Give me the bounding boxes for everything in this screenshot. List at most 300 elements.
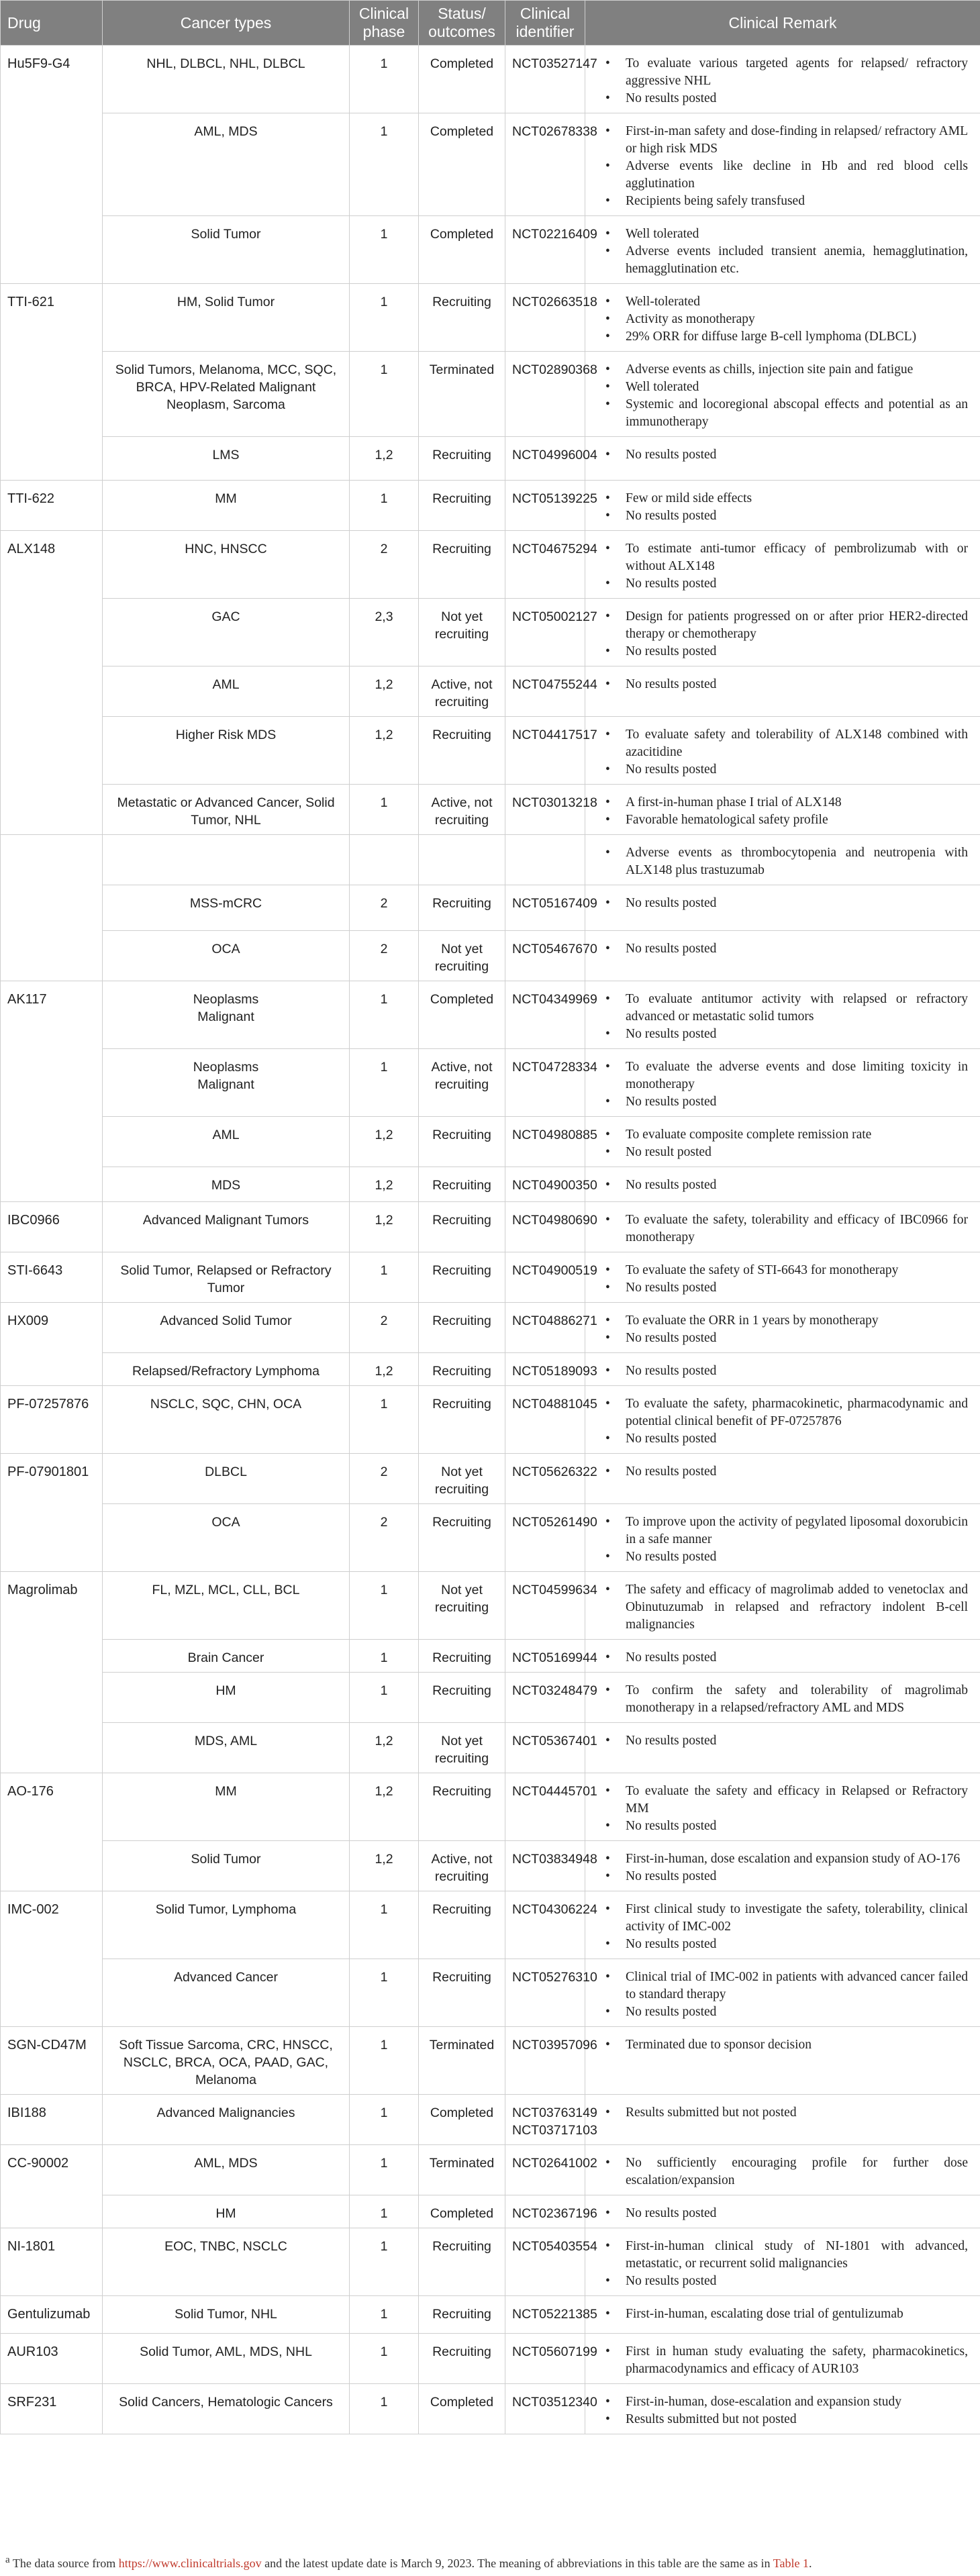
remark-list bbox=[605, 2306, 968, 2323]
cancer-type-cell: Relapsed/Refractory Lymphoma bbox=[103, 1353, 350, 1386]
cancer-type-cell: MM bbox=[103, 1773, 350, 1841]
remark-item: • No results posted bbox=[605, 90, 968, 107]
clinical-phase-cell: 1,2 bbox=[350, 1117, 419, 1167]
clinical-remark-cell bbox=[585, 2228, 980, 2296]
status-cell: Not yet recruiting bbox=[419, 931, 505, 981]
remark-list bbox=[605, 1901, 968, 1953]
clinical-remark-cell bbox=[585, 717, 980, 785]
cancer-type-cell: NHL, DLBCL, NHL, DLBCL bbox=[103, 46, 350, 113]
nct-id: NCT04900350 bbox=[512, 1178, 597, 1193]
remark-item: • Favorable hematological safety profile bbox=[605, 811, 968, 829]
remark-item: • First in human study evaluating the safety, pharmacokinetics, pharmacodynamics and efficacy of AUR103 bbox=[605, 2343, 968, 2378]
clinical-identifier-cell bbox=[505, 46, 597, 113]
nct-id: NCT04886271 bbox=[512, 1314, 597, 1328]
status-cell: Recruiting bbox=[419, 717, 505, 785]
nct-id: NCT04980690 bbox=[512, 1213, 597, 1228]
clinical-identifier-cell bbox=[505, 1841, 597, 1891]
drug-cell: IBC0966 bbox=[1, 1202, 103, 1252]
clinical-phase-cell: 1 bbox=[350, 1572, 419, 1640]
nct-id: NCT05167409 bbox=[512, 896, 597, 911]
clinical-identifier-cell bbox=[505, 1891, 597, 1959]
remark-item: • Adverse events included transient anemia, hemagglutination, hemagglutination etc. bbox=[605, 243, 968, 278]
clinical-identifier-cell bbox=[505, 1773, 597, 1841]
table-row bbox=[1, 2334, 980, 2384]
nct-id: NCT04675294 bbox=[512, 542, 597, 556]
clinical-identifier-cell bbox=[505, 2228, 597, 2296]
cancer-type-cell: AML bbox=[103, 666, 350, 717]
clinical-identifier-cell bbox=[505, 2296, 597, 2334]
drug-cell: TTI-622 bbox=[1, 481, 103, 531]
table-row bbox=[1, 2384, 980, 2434]
cancer-type-cell: Solid Cancers, Hematologic Cancers bbox=[103, 2384, 350, 2434]
table-row bbox=[1, 1117, 980, 1167]
clinical-identifier-cell bbox=[505, 2145, 597, 2195]
clinical-remark-cell bbox=[585, 2145, 980, 2195]
drug-cell: IBI188 bbox=[1, 2095, 103, 2145]
cancer-type-cell: Solid Tumors, Melanoma, MCC, SQC, BRCA, HPV-Related Malignant Neoplasm, Sarcoma bbox=[103, 352, 350, 437]
clinical-phase-cell: 1 bbox=[350, 2145, 419, 2195]
clinical-remark-cell bbox=[585, 2195, 980, 2228]
clinical-identifier-cell bbox=[505, 717, 597, 785]
clinical-phase-cell: 1 bbox=[350, 113, 419, 216]
clinical-phase-cell: 1,2 bbox=[350, 1353, 419, 1386]
clinical-identifier-cell bbox=[505, 1386, 597, 1454]
remark-item: • No results posted bbox=[605, 1936, 968, 1953]
cancer-type-cell: MDS, AML bbox=[103, 1723, 350, 1773]
remark-item: • To evaluate the ORR in 1 years by monotherapy bbox=[605, 1312, 968, 1330]
remark-item: • To evaluate the safety of STI-6643 for monotherapy bbox=[605, 1262, 968, 1279]
nct-id: NCT05276310 bbox=[512, 1970, 597, 1985]
remark-item: • Adverse events like decline in Hb and red blood cells agglutination bbox=[605, 158, 968, 193]
status-cell: Recruiting bbox=[419, 1202, 505, 1252]
clinical-remark-cell bbox=[585, 666, 980, 717]
drug-cell: NI-1801 bbox=[1, 2228, 103, 2296]
table-row bbox=[1, 835, 980, 885]
clinical-remark-cell bbox=[585, 2334, 980, 2384]
table-row bbox=[1, 284, 980, 352]
clinical-identifier-cell bbox=[505, 785, 597, 835]
footnote-text-3: . bbox=[808, 2557, 812, 2570]
status-cell: Not yet recruiting bbox=[419, 1454, 505, 1504]
header-clinical-remark: Clinical Remark bbox=[585, 1, 980, 46]
remark-list bbox=[605, 1732, 968, 1750]
remark-item: • No results posted bbox=[605, 1463, 968, 1481]
nct-id: NCT04900519 bbox=[512, 1263, 597, 1278]
remark-list bbox=[605, 1312, 968, 1347]
clinical-identifier-cell bbox=[505, 437, 597, 481]
remark-list bbox=[605, 361, 968, 431]
clinical-phase-cell: 2 bbox=[350, 1504, 419, 1572]
nct-id: NCT04599634 bbox=[512, 1583, 597, 1597]
clinical-phase-cell: 1,2 bbox=[350, 1167, 419, 1202]
status-cell: Recruiting bbox=[419, 2228, 505, 2296]
remark-item: • No results posted bbox=[605, 1818, 968, 1835]
status-cell: Terminated bbox=[419, 2027, 505, 2095]
clinical-phase-cell: 1 bbox=[350, 2296, 419, 2334]
remark-item: • No results posted bbox=[605, 1430, 968, 1448]
remark-list bbox=[605, 2036, 968, 2054]
clinical-remark-cell bbox=[585, 216, 980, 284]
clinical-identifier-cell bbox=[505, 2027, 597, 2095]
nct-id: NCT04881045 bbox=[512, 1397, 597, 1411]
remark-item: • To evaluate various targeted agents for relapsed/ refractory aggressive NHL bbox=[605, 55, 968, 90]
clinical-remark-cell bbox=[585, 284, 980, 352]
clinical-remark-cell bbox=[585, 46, 980, 113]
remark-item: • Adverse events as chills, injection site pain and fatigue bbox=[605, 361, 968, 379]
status-cell: Not yet recruiting bbox=[419, 599, 505, 666]
cancer-type-cell: MSS-mCRC bbox=[103, 885, 350, 931]
clinical-phase-cell: 2 bbox=[350, 1303, 419, 1353]
table-row bbox=[1, 1202, 980, 1252]
clinical-remark-cell bbox=[585, 437, 980, 481]
cancer-type-cell: Solid Tumor, NHL bbox=[103, 2296, 350, 2334]
status-cell: Recruiting bbox=[419, 1891, 505, 1959]
header-cancer-types: Cancer types bbox=[103, 1, 350, 46]
nct-id: NCT03763149 bbox=[512, 2106, 597, 2120]
clinical-phase-cell: 1,2 bbox=[350, 666, 419, 717]
remark-list bbox=[605, 2205, 968, 2222]
table-row bbox=[1, 1454, 980, 1504]
footnote bbox=[5, 2555, 812, 2571]
nct-id: NCT02216409 bbox=[512, 227, 597, 242]
cancer-type-cell: Advanced Malignant Tumors bbox=[103, 1202, 350, 1252]
nct-id: NCT03834948 bbox=[512, 1852, 597, 1867]
clinical-remark-cell bbox=[585, 481, 980, 531]
remark-item: • Terminated due to sponsor decision bbox=[605, 2036, 968, 2054]
cancer-type-cell: AML bbox=[103, 1117, 350, 1167]
remark-item: • No results posted bbox=[605, 1026, 968, 1043]
table-row bbox=[1, 1303, 980, 1353]
nct-id: NCT05626322 bbox=[512, 1465, 597, 1479]
nct-id: NCT04445701 bbox=[512, 1784, 597, 1799]
cancer-type-cell: AML, MDS bbox=[103, 2145, 350, 2195]
clinical-identifier-cell bbox=[505, 1167, 597, 1202]
cancer-type-cell: DLBCL bbox=[103, 1454, 350, 1504]
remark-item: • To evaluate the adverse events and dose limiting toxicity in monotherapy bbox=[605, 1058, 968, 1093]
remark-list bbox=[605, 1969, 968, 2021]
remark-list bbox=[605, 1262, 968, 1297]
remark-list bbox=[605, 1463, 968, 1481]
table-row bbox=[1, 1723, 980, 1773]
clinical-identifier-cell bbox=[505, 1252, 597, 1303]
clinical-phase-cell: 1 bbox=[350, 2384, 419, 2434]
status-cell: Recruiting bbox=[419, 1640, 505, 1673]
remark-item: • No results posted bbox=[605, 1649, 968, 1667]
remark-list bbox=[605, 1395, 968, 1448]
remark-list bbox=[605, 1177, 968, 1194]
remark-item: • No result posted bbox=[605, 1144, 968, 1161]
remark-item: • First-in-human, dose escalation and expansion study of AO-176 bbox=[605, 1850, 968, 1868]
status-cell: Active, not recruiting bbox=[419, 666, 505, 717]
table-row bbox=[1, 437, 980, 481]
clinical-identifier-cell bbox=[505, 531, 597, 599]
remark-item: • Well tolerated bbox=[605, 226, 968, 243]
nct-id: NCT04306224 bbox=[512, 1902, 597, 1917]
remark-list bbox=[605, 2393, 968, 2428]
remark-list bbox=[605, 676, 968, 693]
remark-list bbox=[605, 1211, 968, 1246]
table-row bbox=[1, 352, 980, 437]
status-cell: Recruiting bbox=[419, 1504, 505, 1572]
nct-id: NCT03248479 bbox=[512, 1683, 597, 1698]
clinical-remark-cell bbox=[585, 2296, 980, 2334]
drug-cell: AK117 bbox=[1, 981, 103, 1202]
nct-id: NCT02663518 bbox=[512, 295, 597, 309]
remark-item: • Clinical trial of IMC-002 in patients with advanced cancer failed to standard therapy bbox=[605, 1969, 968, 2003]
clinical-phase-cell: 1,2 bbox=[350, 1773, 419, 1841]
table-row bbox=[1, 931, 980, 981]
clinical-identifier-cell bbox=[505, 2384, 597, 2434]
cancer-type-cell: Advanced Malignancies bbox=[103, 2095, 350, 2145]
clinical-phase-cell: 1 bbox=[350, 2195, 419, 2228]
cancer-type-cell: HM bbox=[103, 1673, 350, 1723]
table-row bbox=[1, 2195, 980, 2228]
clinical-phase-cell: 1 bbox=[350, 1673, 419, 1723]
cancer-type-cell: Higher Risk MDS bbox=[103, 717, 350, 785]
status-cell: Recruiting bbox=[419, 1673, 505, 1723]
clinical-phase-cell: 1 bbox=[350, 785, 419, 835]
clinical-remark-cell bbox=[585, 352, 980, 437]
clinical-remark-cell bbox=[585, 785, 980, 835]
table-row bbox=[1, 1640, 980, 1673]
remark-list bbox=[605, 226, 968, 278]
table-body bbox=[1, 46, 980, 2434]
remark-list bbox=[605, 2343, 968, 2378]
remark-item: • Systemic and locoregional abscopal effects and potential as an immunotherapy bbox=[605, 396, 968, 431]
remark-item: • No results posted bbox=[605, 1548, 968, 1566]
table-row bbox=[1, 599, 980, 666]
clinical-identifier-cell bbox=[505, 599, 597, 666]
remark-item: • To evaluate the safety, pharmacokinetic, pharmacodynamic and potential clinical benefit of PF-07257876 bbox=[605, 1395, 968, 1430]
clinical-phase-cell: 1 bbox=[350, 481, 419, 531]
drug-cell: PF-07257876 bbox=[1, 1386, 103, 1454]
clinical-identifier-cell bbox=[505, 1959, 597, 2027]
remark-item: • No results posted bbox=[605, 676, 968, 693]
clinical-identifier-cell bbox=[505, 216, 597, 284]
clinicaltrials-link[interactable]: https://www.clinicaltrials.gov bbox=[118, 2557, 262, 2570]
cancer-type-cell: HM, Solid Tumor bbox=[103, 284, 350, 352]
clinical-remark-cell bbox=[585, 1841, 980, 1891]
status-cell: Terminated bbox=[419, 352, 505, 437]
footnote-text-1: The data source from bbox=[9, 2557, 119, 2570]
clinical-remark-cell bbox=[585, 1572, 980, 1640]
nct-id: NCT05403554 bbox=[512, 2239, 597, 2254]
status-cell: Recruiting bbox=[419, 1386, 505, 1454]
remark-list bbox=[605, 55, 968, 107]
status-cell: Recruiting bbox=[419, 885, 505, 931]
drug-cell: STI-6643 bbox=[1, 1252, 103, 1303]
clinical-phase-cell: 1 bbox=[350, 284, 419, 352]
table-row bbox=[1, 1167, 980, 1202]
cancer-type-cell: OCA bbox=[103, 931, 350, 981]
cancer-type-cell: Solid Tumor, Lymphoma bbox=[103, 1891, 350, 1959]
table-row bbox=[1, 1252, 980, 1303]
remark-list bbox=[605, 895, 968, 912]
status-cell: Recruiting bbox=[419, 1167, 505, 1202]
cancer-type-cell: OCA bbox=[103, 1504, 350, 1572]
status-cell: Recruiting bbox=[419, 1303, 505, 1353]
clinical-identifier-cell bbox=[505, 1117, 597, 1167]
clinical-remark-cell bbox=[585, 1504, 980, 1572]
remark-item: • Adverse events as thrombocytopenia and neutropenia with ALX148 plus trastuzumab bbox=[605, 844, 968, 879]
clinical-remark-cell bbox=[585, 1303, 980, 1353]
remark-item: • No results posted bbox=[605, 643, 968, 660]
clinical-identifier-cell bbox=[505, 1640, 597, 1673]
cancer-type-cell: Neoplasms Malignant bbox=[103, 981, 350, 1049]
remark-list bbox=[605, 608, 968, 660]
remark-item: • First-in-human, dose-escalation and expansion study bbox=[605, 2393, 968, 2411]
status-cell: Recruiting bbox=[419, 481, 505, 531]
clinical-phase-cell: 1 bbox=[350, 2095, 419, 2145]
clinical-remark-cell bbox=[585, 1202, 980, 1252]
remark-item: • First clinical study to investigate the safety, tolerability, clinical activity of IMC-002 bbox=[605, 1901, 968, 1936]
remark-list bbox=[605, 2154, 968, 2189]
remark-item: • Recipients being safely transfused bbox=[605, 193, 968, 210]
clinical-remark-cell bbox=[585, 1252, 980, 1303]
clinical-phase-cell: 1 bbox=[350, 1386, 419, 1454]
nct-id: NCT05367401 bbox=[512, 1734, 597, 1748]
clinical-phase-cell bbox=[350, 835, 419, 885]
drug-cell: Hu5F9-G4 bbox=[1, 46, 103, 284]
clinical-identifier-cell bbox=[505, 2195, 597, 2228]
clinical-identifier-cell bbox=[505, 1049, 597, 1117]
remark-list bbox=[605, 1649, 968, 1667]
cancer-type-cell: Metastatic or Advanced Cancer, Solid Tumor, NHL bbox=[103, 785, 350, 835]
cancer-type-cell: MDS bbox=[103, 1167, 350, 1202]
drug-cell: Magrolimab bbox=[1, 1572, 103, 1773]
clinical-identifier-cell bbox=[505, 1673, 597, 1723]
remark-item: • No results posted bbox=[605, 575, 968, 593]
clinical-remark-cell bbox=[585, 2384, 980, 2434]
nct-id: NCT02890368 bbox=[512, 362, 597, 377]
clinical-remark-cell bbox=[585, 931, 980, 981]
table-row bbox=[1, 531, 980, 599]
clinical-identifier-cell bbox=[505, 1303, 597, 1353]
status-cell: Completed bbox=[419, 981, 505, 1049]
clinical-identifier-cell bbox=[505, 1504, 597, 1572]
remark-item: • No results posted bbox=[605, 2273, 968, 2290]
clinical-phase-cell: 1 bbox=[350, 1891, 419, 1959]
cancer-type-cell: LMS bbox=[103, 437, 350, 481]
nct-id: NCT03957096 bbox=[512, 2038, 597, 2052]
remark-item: • No results posted bbox=[605, 2003, 968, 2021]
remark-item: • To evaluate the safety and efficacy in Relapsed or Refractory MM bbox=[605, 1783, 968, 1818]
status-cell: Not yet recruiting bbox=[419, 1723, 505, 1773]
clinical-identifier-cell bbox=[505, 1454, 597, 1504]
remark-item: • The safety and efficacy of magrolimab added to venetoclax and Obinutuzumab in relapsed and refractory indolent B-cell malignancies bbox=[605, 1581, 968, 1634]
table-row bbox=[1, 2145, 980, 2195]
remark-item: • Well-tolerated bbox=[605, 293, 968, 311]
clinical-identifier-cell bbox=[505, 666, 597, 717]
clinical-phase-cell: 1 bbox=[350, 981, 419, 1049]
clinical-identifier-cell bbox=[505, 1723, 597, 1773]
table-row bbox=[1, 1673, 980, 1723]
nct-id: NCT05002127 bbox=[512, 609, 597, 624]
clinical-identifier-cell bbox=[505, 1353, 597, 1386]
clinical-phase-cell: 2 bbox=[350, 1454, 419, 1504]
clinical-identifier-cell bbox=[505, 1202, 597, 1252]
status-cell: Recruiting bbox=[419, 437, 505, 481]
nct-id: NCT03013218 bbox=[512, 795, 597, 810]
drug-cell: Gentulizumab bbox=[1, 2296, 103, 2334]
remark-item: • No results posted bbox=[605, 1177, 968, 1194]
cancer-type-cell: Solid Tumor, AML, MDS, NHL bbox=[103, 2334, 350, 2384]
remark-item: • Design for patients progressed on or after prior HER2-directed therapy or chemotherapy bbox=[605, 608, 968, 643]
remark-item: • To evaluate antitumor activity with relapsed or refractory advanced or metastatic solid tumors bbox=[605, 991, 968, 1026]
remark-item: • No results posted bbox=[605, 1330, 968, 1347]
cancer-type-cell: FL, MZL, MCL, CLL, BCL bbox=[103, 1572, 350, 1640]
nct-id: NCT03717103 bbox=[512, 2123, 597, 2138]
table-row bbox=[1, 1773, 980, 1841]
remark-item: • No sufficiently encouraging profile for further dose escalation/expansion bbox=[605, 2154, 968, 2189]
nct-id: NCT05169944 bbox=[512, 1650, 597, 1665]
table-1-link[interactable]: Table 1 bbox=[773, 2557, 809, 2570]
table-row bbox=[1, 785, 980, 835]
status-cell: Recruiting bbox=[419, 1353, 505, 1386]
nct-id: NCT04417517 bbox=[512, 728, 597, 742]
remark-item: • To improve upon the activity of pegylated liposomal doxorubicin in a safe manner bbox=[605, 1514, 968, 1548]
table-row bbox=[1, 1959, 980, 2027]
drug-cell: SGN-CD47M bbox=[1, 2027, 103, 2095]
remark-item: • First-in-human clinical study of NI-1801 with advanced, metastatic, or recurrent solid malignancies bbox=[605, 2238, 968, 2273]
remark-list bbox=[605, 490, 968, 525]
drug-cell: SRF231 bbox=[1, 2384, 103, 2434]
clinical-phase-cell: 1 bbox=[350, 352, 419, 437]
clinical-remark-cell bbox=[585, 599, 980, 666]
remark-item: • Activity as monotherapy bbox=[605, 311, 968, 328]
clinical-remark-cell bbox=[585, 835, 980, 885]
header-clinical-phase: Clinical phase bbox=[350, 1, 419, 46]
table-row bbox=[1, 2296, 980, 2334]
clinical-remark-cell bbox=[585, 1673, 980, 1723]
status-cell: Completed bbox=[419, 2384, 505, 2434]
nct-id: NCT05467670 bbox=[512, 942, 597, 956]
clinical-phase-cell: 1 bbox=[350, 1640, 419, 1673]
clinical-remark-cell bbox=[585, 1773, 980, 1841]
remark-list bbox=[605, 1126, 968, 1161]
drug-cell: AUR103 bbox=[1, 2334, 103, 2384]
clinical-identifier-cell bbox=[505, 981, 597, 1049]
cancer-type-cell: Neoplasms Malignant bbox=[103, 1049, 350, 1117]
header-clinical-identifier: Clinical identifier bbox=[505, 1, 585, 46]
table-row bbox=[1, 666, 980, 717]
status-cell: Completed bbox=[419, 46, 505, 113]
clinical-remark-cell bbox=[585, 1117, 980, 1167]
drug-cell: ALX148 bbox=[1, 531, 103, 835]
table-row bbox=[1, 2095, 980, 2145]
remark-item: • No results posted bbox=[605, 1732, 968, 1750]
status-cell: Active, not recruiting bbox=[419, 1841, 505, 1891]
nct-id: NCT04728334 bbox=[512, 1060, 597, 1075]
remark-list bbox=[605, 446, 968, 464]
clinical-remark-cell bbox=[585, 1454, 980, 1504]
nct-id: NCT05221385 bbox=[512, 2307, 597, 2322]
remark-item: • No results posted bbox=[605, 1868, 968, 1885]
remark-list bbox=[605, 1363, 968, 1380]
remark-item: • No results posted bbox=[605, 1279, 968, 1297]
cancer-type-cell: NSCLC, SQC, CHN, OCA bbox=[103, 1386, 350, 1454]
remark-list bbox=[605, 2104, 968, 2122]
table-row bbox=[1, 1504, 980, 1572]
nct-id: NCT03527147 bbox=[512, 56, 597, 71]
clinical-phase-cell: 1 bbox=[350, 2228, 419, 2296]
status-cell: Recruiting bbox=[419, 2334, 505, 2384]
table-row bbox=[1, 481, 980, 531]
clinical-phase-cell: 1 bbox=[350, 46, 419, 113]
clinical-identifier-cell bbox=[505, 1572, 597, 1640]
status-cell: Completed bbox=[419, 2095, 505, 2145]
drug-cell: TTI-621 bbox=[1, 284, 103, 481]
